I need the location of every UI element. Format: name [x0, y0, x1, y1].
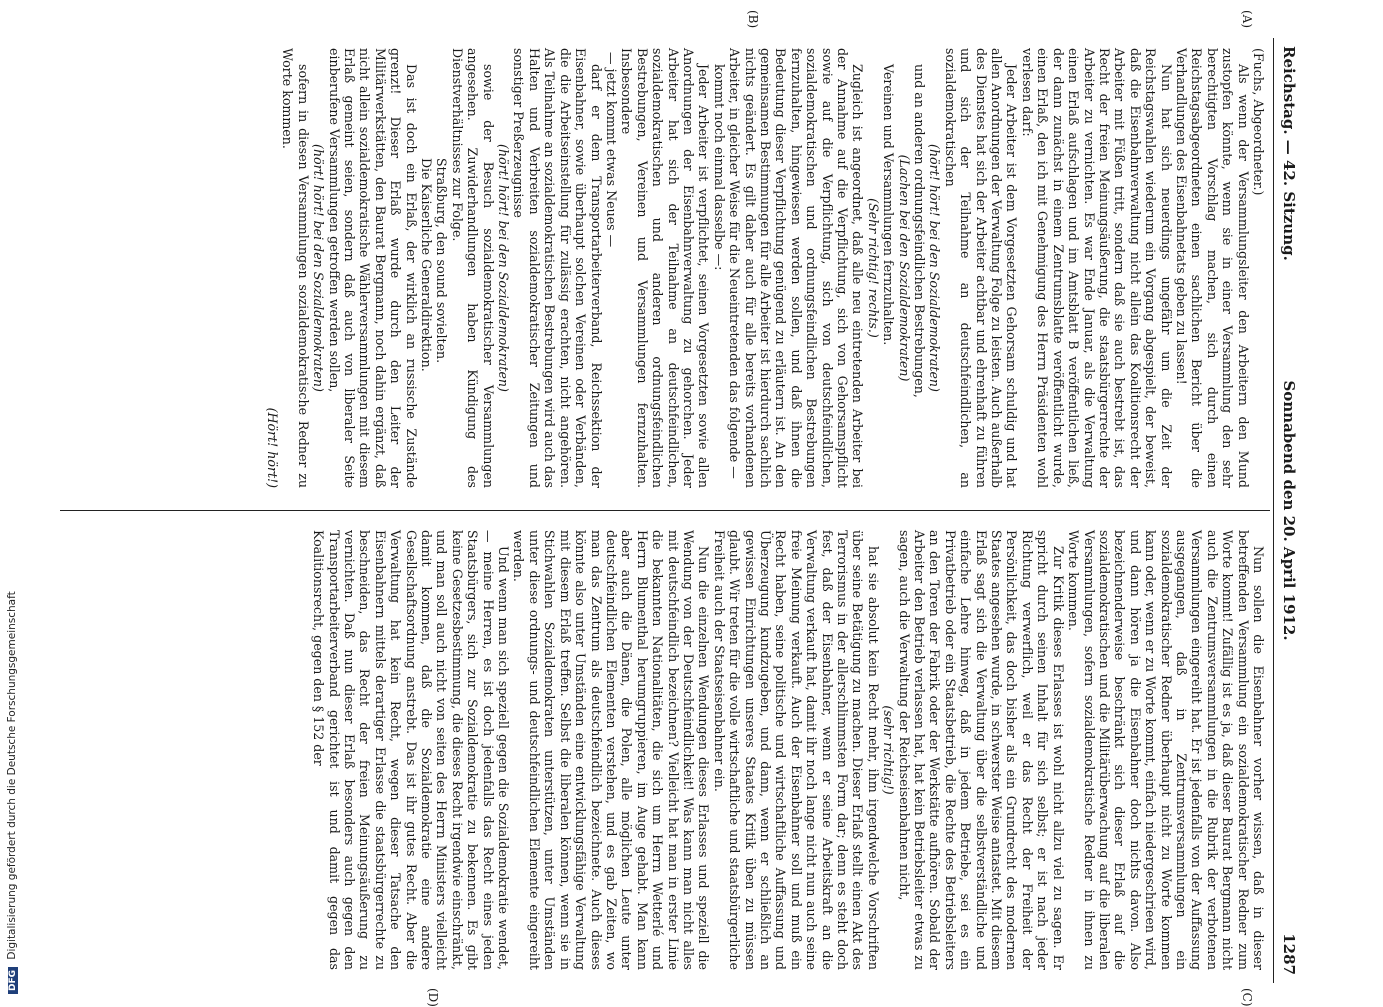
paragraph: Nun hat sich neuerdings ungefähr um die Zeit der Reichstagswahlen wiederum ein Vorgang abgespielt, der beweist, daß die Eisenbahnverwaltung nicht allein das Koalitionsrecht der Arbeiter mit Füßen tritt, sondern daß sie auch bestrebt ist, das Recht der freien Meinungsäußerung, die staatsbürgerrechte der Arbeiter zu vernichten. Es war Ende Januar, als die Verwaltung einen Erlaß aufschlagen und im Amtsblatt B veröffentlichen ließ, der dann zunächst in einem Zentrumsblatte veröffentlicht wurde, einen Erlaß, den ich mit Genehmigung des Herrn Präsidenten wohl verlesen darf:	[1019, 48, 1174, 488]
margin-marker-b: (B)	[746, 10, 760, 29]
paragraph: Jeder Arbeiter ist verpflichtet, seinen Vorgesetzten sowie allen Anordnungen der Eisenbahnverwaltung zu gehorchen. Jeder Arbeiter hat sich der Teilnahme an deutschfeindlichen, sozialdemokratischen und anderen ordnungsfeindlichen Bestrebungen, Vereinen und Versammlungen fernzuhalten. Insbesondere	[619, 48, 712, 488]
interjection: (Sehr richtig! rechts.)	[865, 198, 881, 338]
margin-marker-a: (A)	[1240, 10, 1254, 29]
header-rule	[1273, 38, 1274, 983]
paragraph: und an anderen ordnungsfeindlichen Bestrebungen,	[912, 64, 928, 398]
paragraph: Das ist doch ein Erlaß, der wirklich an russische Zustände grenzt! Dieser Erlaß wurde durch den Leiter der Militärwerkstätten, den Baurat Bergmann, noch dahin ergänzt, daß nicht allein sozialdemokratische Wählerversammlungen mit diesem Erlaß gemeint seien, sondern daß auch von liberaler Seite einberufene Versammlungen getroffen werden sollen,	[326, 48, 419, 488]
paragraph: sofern in diesen Versammlungen sozialdemokratische Redner zu Worte kommen.	[280, 48, 311, 488]
margin-marker-d: (D)	[426, 988, 440, 1007]
left-column	[265, 48, 1266, 488]
paragraph: sowie der Besuch sozialdemokratischer Versammlungen angesehen. Zuwiderhandlungen haben Kündigung des Dienstverhältnisses zur Folge.	[449, 48, 496, 488]
paragraph: Als wenn der Versammlungsleiter den Arbeitern den Mund zustopfen könnte, wenn sie in einer Versammlung den sehr berechtigten Vorschlag machen, sich durch einen Reichstagsabgeordneten einen sachlichen Bericht über die Verhandlungen des Eisenbahnetats geben zu lassen!	[1173, 48, 1251, 488]
paragraph: Zugleich ist angeordnet, daß alle neu eintretenden Arbeiter bei der Annahme auf die Verpflichtung, sich von Gehorsamspflicht sowie auf die Verpflichtung, sich von deutschfeindlichen, sozialdemokratischen und ordnungsfeindlichen Bestrebungen fernzuhalten, hingewiesen werden sollen, und daß ihnen die Bedeutung dieser Verpflichtung genügend zu erläutern ist. An den gemeinsamen Bestimmungen für alle Arbeiter ist hierdurch sachlich nichts geändert. Es gilt daher auch für alle bereits vorhandenen Arbeiter, in gleicher Weise für die Neueintretenden das folgende —	[727, 48, 866, 488]
interjection: (hört! hört! bei den Sozialdemokraten)	[311, 144, 327, 392]
paragraph: Zur Kritik dieses Erlasses ist wohl nicht allzu viel zu sagen. Er spricht durch seinen Inhalt für sich selbst; er ist nach jeder Richtung verwerflich, weil er das Recht der Freiheit der Persönlichkeit, das doch bisher als ein Grundrecht des modernen Staates angesehen wurde, in schwerster Weise antastet. Mit diesem Erlaß sagt sich die Verwaltung über die selbstverständliche und einfache Lehre hinweg, daß in jedem Betriebe, sei es ein Privatbetrieb oder ein Staatsbetrieb, die Rechte des Betriebsleiters an den Toren der Fabrik oder der Werkstätte aufhören. Sobald der Arbeiter den Betrieb verlassen hat, hat kein Betriebsleiter etwas zu sagen, auch die Verwaltung der Reichseisenbahnen nicht,	[896, 530, 1066, 970]
paragraph: Nun sollen die Eisenbahner vorher wissen, daß in dieser betreffenden Versammlung ein sozialdemokratischer Redner zum Worte kommt! Zufällig ist es ja, daß dieser Baurat Bergmann nicht auch die Zentrumsversammlungen in die Rubrik der verbotenen Versammlungen eingereiht hat. Er ist jedenfalls von der Auffassung ausgegangen, daß in Zentrumsversammlungen ein sozialdemokratischer Redner überhaupt nicht zu Worte kommen kann oder, wenn er zu Worte kommt, einfach niedergeschrieen wird, und dann hören ja die Eisenbahner doch nichts davon. Also bezeichnenderweise beschränkt sich dieser Erlaß auf die sozialdemokratischen und die Militärüberwachung auf die liberalen Versammlungen, sofern sozialdemokratische Redner in ihnen zu Worte kommen.	[1066, 530, 1266, 970]
text-line: — jetzt kommt etwas Neues —	[603, 52, 619, 248]
page-number: 1287	[1280, 933, 1298, 975]
column-divider	[60, 510, 1270, 511]
interjection: (hört! hört! bei den Sozialdemokraten)	[496, 144, 512, 392]
speaker-label: (Fuchs, Abgeordneter.)	[1251, 48, 1266, 196]
header-left: Reichstag. — 42. Sitzung.	[1280, 46, 1298, 261]
interjection: (hört! hört! bei den Sozialdemokraten)	[927, 144, 943, 392]
digitization-footer	[6, 4, 18, 994]
interjection: (Hört! hört!)	[265, 407, 280, 488]
paragraph: kommt noch einmal dasselbe —:	[711, 64, 727, 271]
interjection: (sehr richtig!)	[881, 705, 897, 795]
paragraph: hat sie absolut kein Recht mehr, ihm irgendwelche Vorschriften über seine Betätigung zu machen. Dieser Erlaß stellt einen Akt des Terrorismus in der allerschlimmsten Form dar; denn es steht doch fest, daß der Eisenbahner, wenn er seine Arbeitskraft an die Verwaltung verkauft hat, damit ihr noch lange nicht nun auch seine freie Meinung verkauft. Auch der Eisenbahner soll und muß ein Recht haben, seine politische und wirtschaftliche Auffassung und Überzeugung kundzugeben, und dann, wenn er schließlich an gewissen Einrichtungen unseres Staates Kritik üben zu müssen glaubt. Wir treten für die volle wirtschaftliche und staatsbürgerliche Freiheit auch der Staatseisenbahner ein.	[711, 530, 881, 970]
paragraph: Nun die einzelnen Wendungen dieses Erlasses und speziell die Wendung von der Deutschfeindlichkeit! Was kann man nicht alles mit deutschfeindlich bezeichnen? Vielleicht hat man in erster Linie die bekannten Nationalitäten, die sich um Herrn Wetterlé und Herrn Blumenthal herumgruppieren, im Auge gehabt. Man kann aber auch die Dänen, die Polen, alle möglichen Leute unter deutschfeindlichen Elementen verstehen, und es gab Zeiten, wo man das Zentrum als deutschfeindlich bezeichnete. Auch dieses könnte also unter Umständen eine entwicklungsfähige Verwaltung mit diesem Erlaß treffen. Selbst die liberalen können, wenn sie in Stichwahlen Sozialdemokraten unterstützen, unter Umständen unter diese ordnungs- und deutschfeindlichen Elemente eingereiht werden.	[511, 530, 712, 970]
header-date: Sonnabend den 20. April 1912.	[1280, 380, 1298, 641]
page-header	[1276, 38, 1300, 983]
interjection: (Lachen bei den Sozialdemokraten)	[896, 154, 912, 382]
paragraph: Jeder Arbeiter ist dem Vorgesetzten Gehorsam schuldig und hat allen Anordnungen der Verwaltung Folge zu leisten. Auch außerhalb des Dienstes hat sich der Arbeiter achtbar und ehrenhaft zu führen und sich der Teilnahme an deutschfeindlichen, an sozialdemokratischen	[942, 48, 1020, 488]
dfg-logo: DFG	[8, 967, 18, 994]
paragraph: Vereinen und Versammlungen fernzuhalten.	[881, 64, 897, 346]
document-page	[45, 10, 1300, 1007]
right-column	[311, 530, 1266, 970]
paragraph: darf er dem Transportarbeiterverband, Reichssektion der Eisenbahner, sowie überhaupt solchen Vereinen oder Verbänden, die die Arbeitseinstellung für zulässig erachten, nicht angehören. Als Teilnahme an sozialdemokratischen Bestrebungen wird auch das Halten und Verbreiten sozialdemokratischer Zeitungen und sonstiger Preßerzeugnisse	[511, 48, 604, 488]
margin-marker-c: (C)	[1240, 988, 1254, 1007]
footer-text: Digitalisierung gefördert durch die Deutsche Forschungsgemeinschaft	[6, 591, 18, 960]
signature-line: Die Kaiserliche Generaldirektion.	[419, 158, 435, 372]
paragraph: Und wenn man sich speziell gegen die Sozialdemokratie wendet, — meine Herren, es ist doch jedenfalls das Recht eines jeden Staatsbürgers, sich zur Sozialdemokratie zu bekennen. Es gibt keine Gesetzesbestimmung, die dieses Recht irgendwie einschränkt, und man soll auch nicht von seiten des Herrn Ministers vielleicht damit kommen, daß die Sozialdemokratie eine andere Gesellschaftsordnung anstrebt. Das ist ihr gutes Recht. Aber die Verwaltung hat kein Recht, wegen dieser Tatsache den Eisenbahnern mittels derartiger Erlasse die staatsbürgerrechte zu beschneiden, das Recht der freien Meinungsäußerung zu vernichten. Daß nun dieser Erlaß besonders auch gegen den Transportarbeiterverband gerichtet ist und damit gegen das Koalitionsrecht, gegen den § 152 der	[311, 530, 512, 970]
signature-line: Straßburg, den sound sovielten.	[434, 158, 450, 364]
